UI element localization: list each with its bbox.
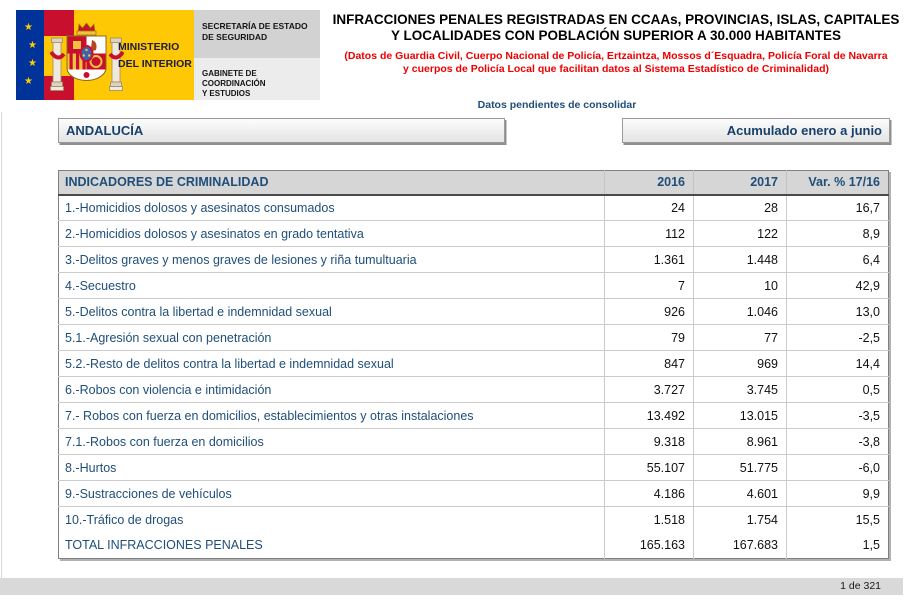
title-block (322, 12, 910, 76)
total-2017: 167.683 (694, 533, 787, 559)
value-2016: 1.518 (605, 507, 694, 533)
value-2017: 1.448 (694, 247, 787, 273)
value-2016: 926 (605, 299, 694, 325)
value-variation: 16,7 (787, 195, 889, 221)
table-body (59, 195, 889, 533)
value-2016: 1.361 (605, 247, 694, 273)
indicator-label: 6.-Robos con violencia e intimidación (59, 377, 605, 403)
page-edge-line (1, 112, 2, 578)
col-header-variation: Var. % 17/16 (787, 171, 889, 195)
table-row (59, 247, 889, 273)
value-2017: 1.046 (694, 299, 787, 325)
period-button[interactable]: Acumulado enero a junio (622, 118, 890, 143)
value-variation: -3,8 (787, 429, 889, 455)
page-title-line2: Y LOCALIDADES CON POBLACIÓN SUPERIOR A 30.000 HABITANTES (390, 28, 842, 43)
gabinete-line1: GABINETE DE COORDINACIÓN (202, 69, 266, 88)
indicator-label: 8.-Hurtos (59, 455, 605, 481)
table-row (59, 429, 889, 455)
secretaria-box (194, 10, 320, 58)
region-button[interactable]: ANDALUCÍA (58, 118, 505, 143)
value-variation: 42,9 (787, 273, 889, 299)
value-2016: 24 (605, 195, 694, 221)
value-2017: 13.015 (694, 403, 787, 429)
col-header-indicators: INDICADORES DE CRIMINALIDAD (59, 171, 605, 195)
indicator-label: 3.-Delitos graves y menos graves de lesiones y riña tumultuaria (59, 247, 605, 273)
coat-of-arms-icon (50, 18, 124, 98)
value-2017: 8.961 (694, 429, 787, 455)
value-2016: 55.107 (605, 455, 694, 481)
ministry-name-line1: MINISTERIO (118, 41, 180, 53)
eu-flag-strip (16, 10, 44, 100)
table-total-row (59, 533, 889, 559)
value-variation: 6,4 (787, 247, 889, 273)
table-row (59, 221, 889, 247)
data-sources-note (322, 50, 910, 76)
eu-star-icon: ★ (24, 76, 33, 87)
eu-star-icon: ★ (28, 40, 37, 51)
table-row (59, 403, 889, 429)
table-row (59, 481, 889, 507)
value-2017: 10 (694, 273, 787, 299)
value-variation: -2,5 (787, 325, 889, 351)
indicator-label: 4.-Secuestro (59, 273, 605, 299)
footer-bar (0, 578, 903, 595)
total-2016: 165.163 (605, 533, 694, 559)
total-label: TOTAL INFRACCIONES PENALES (59, 533, 605, 559)
col-header-2017: 2017 (694, 171, 787, 195)
pending-consolidation-note: Datos pendientes de consolidar (477, 99, 637, 111)
value-2016: 847 (605, 351, 694, 377)
value-2017: 1.754 (694, 507, 787, 533)
value-2017: 51.775 (694, 455, 787, 481)
gabinete-box (194, 58, 320, 100)
page-title-line1: INFRACCIONES PENALES REGISTRADAS EN CCAAs, PROVINCIAS, ISLAS, CAPITALES (332, 12, 900, 27)
indicator-label: 10.-Tráfico de drogas (59, 507, 605, 533)
value-variation: 15,5 (787, 507, 889, 533)
value-variation: 9,9 (787, 481, 889, 507)
value-variation: 0,5 (787, 377, 889, 403)
value-2016: 13.492 (605, 403, 694, 429)
table-row (59, 299, 889, 325)
value-variation: 8,9 (787, 221, 889, 247)
eu-star-icon: ★ (28, 58, 37, 69)
logo-department-column (194, 10, 320, 100)
indicator-label: 9.-Sustracciones de vehículos (59, 481, 605, 507)
indicator-label: 5.2.-Resto de delitos contra la libertad e indemnidad sexual (59, 351, 605, 377)
value-2016: 3.727 (605, 377, 694, 403)
data-sources-line1: (Datos de Guardia Civil, Cuerpo Nacional de Policía, Ertzaintza, Mossos d´Esquadra, Policía Foral de Navarra (344, 50, 888, 62)
crime-indicators-table (58, 170, 889, 559)
ministry-name (118, 39, 196, 73)
col-header-2016: 2016 (605, 171, 694, 195)
value-2016: 7 (605, 273, 694, 299)
table-row (59, 273, 889, 299)
value-2017: 3.745 (694, 377, 787, 403)
indicator-label: 5.-Delitos contra la libertad e indemnidad sexual (59, 299, 605, 325)
table-row (59, 195, 889, 221)
value-2016: 4.186 (605, 481, 694, 507)
table-row (59, 351, 889, 377)
eu-star-icon: ★ (24, 22, 33, 33)
value-variation: -6,0 (787, 455, 889, 481)
value-variation: 13,0 (787, 299, 889, 325)
value-variation: -3,5 (787, 403, 889, 429)
data-sources-line2: y cuerpos de Policía Local que facilitan datos al Sistema Estadístico de Criminalidad) (403, 63, 829, 75)
table-header-row (59, 171, 889, 195)
indicator-label: 7.- Robos con fuerza en domicilios, establecimientos y otras instalaciones (59, 403, 605, 429)
indicator-label: 7.1.-Robos con fuerza en domicilios (59, 429, 605, 455)
ministry-name-line2: DEL INTERIOR (118, 58, 192, 70)
value-2016: 112 (605, 221, 694, 247)
secretaria-line1: SECRETARÍA DE ESTADO (202, 21, 308, 31)
value-variation: 14,4 (787, 351, 889, 377)
total-variation: 1,5 (787, 533, 889, 559)
value-2017: 969 (694, 351, 787, 377)
value-2016: 9.318 (605, 429, 694, 455)
value-2017: 122 (694, 221, 787, 247)
value-2017: 4.601 (694, 481, 787, 507)
table-row (59, 507, 889, 533)
value-2016: 79 (605, 325, 694, 351)
value-2017: 28 (694, 195, 787, 221)
indicator-label: 2.-Homicidios dolosos y asesinatos en grado tentativa (59, 221, 605, 247)
table-row (59, 455, 889, 481)
indicator-label: 5.1.-Agresión sexual con penetración (59, 325, 605, 351)
table-row (59, 325, 889, 351)
indicator-label: 1.-Homicidios dolosos y asesinatos consumados (59, 195, 605, 221)
ministry-logo (16, 10, 320, 100)
secretaria-line2: DE SEGURIDAD (202, 32, 268, 42)
value-2017: 77 (694, 325, 787, 351)
page-indicator: 1 de 321 (840, 580, 881, 592)
gabinete-line2: Y ESTUDIOS (202, 89, 251, 98)
table-row (59, 377, 889, 403)
